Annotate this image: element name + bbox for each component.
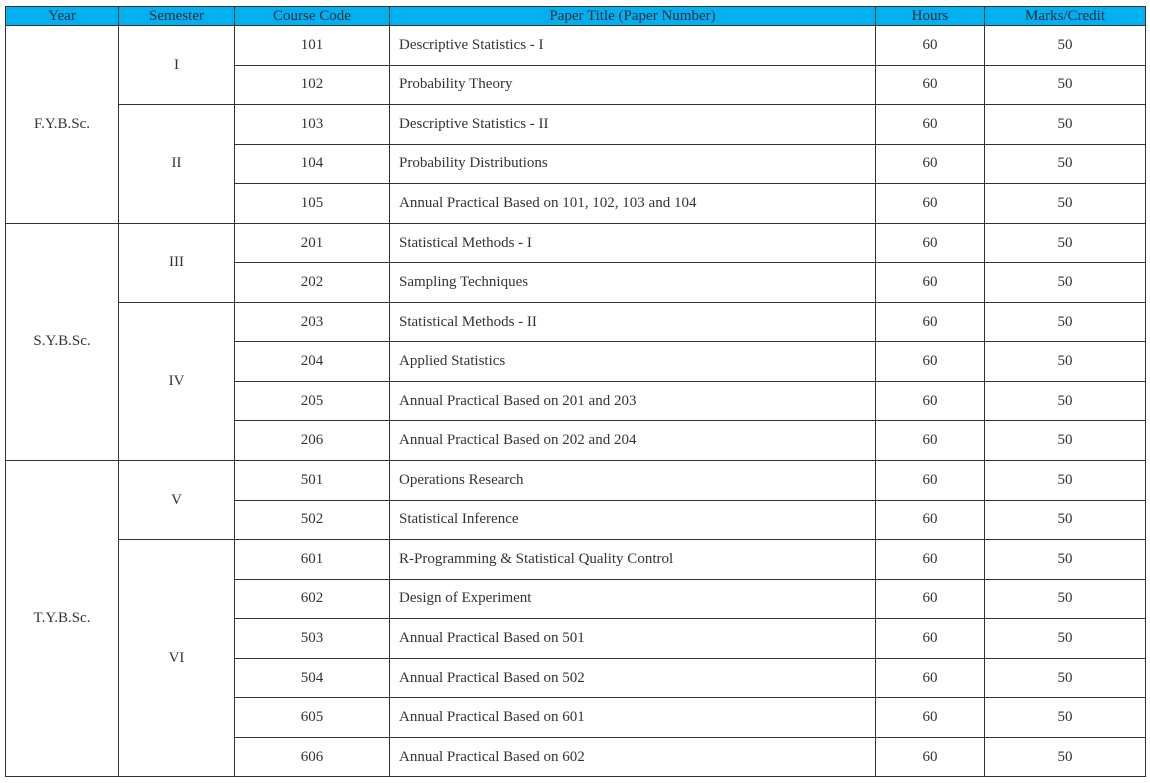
paper-title-cell: Probability Distributions [390, 144, 876, 184]
column-header-semester: Semester [119, 7, 235, 26]
hours-cell: 60 [876, 184, 985, 224]
marks-credit-cell: 50 [985, 619, 1146, 659]
course-code-cell: 204 [235, 342, 390, 382]
hours-cell: 60 [876, 302, 985, 342]
course-code-cell: 105 [235, 184, 390, 224]
semester-cell: II [119, 105, 235, 224]
hours-cell: 60 [876, 26, 985, 66]
paper-title-cell: Annual Practical Based on 201 and 203 [390, 381, 876, 421]
paper-title-cell: Applied Statistics [390, 342, 876, 382]
paper-title-cell: Statistical Methods - II [390, 302, 876, 342]
marks-credit-cell: 50 [985, 658, 1146, 698]
table-row [6, 302, 1146, 342]
hours-cell: 60 [876, 579, 985, 619]
hours-cell: 60 [876, 105, 985, 145]
table-row [6, 26, 1146, 66]
marks-credit-cell: 50 [985, 144, 1146, 184]
table-row [6, 105, 1146, 145]
course-code-cell: 606 [235, 737, 390, 777]
course-code-cell: 502 [235, 500, 390, 540]
column-header-year: Year [6, 7, 119, 26]
marks-credit-cell: 50 [985, 461, 1146, 501]
course-code-cell: 205 [235, 381, 390, 421]
semester-cell: I [119, 26, 235, 105]
paper-title-cell: Probability Theory [390, 65, 876, 105]
hours-cell: 60 [876, 223, 985, 263]
table-row [6, 461, 1146, 501]
paper-title-cell: Design of Experiment [390, 579, 876, 619]
table-body [6, 26, 1146, 777]
table-row [6, 223, 1146, 263]
paper-title-cell: Descriptive Statistics - II [390, 105, 876, 145]
hours-cell: 60 [876, 737, 985, 777]
hours-cell: 60 [876, 658, 985, 698]
paper-title-cell: Operations Research [390, 461, 876, 501]
semester-cell: IV [119, 302, 235, 460]
course-code-cell: 101 [235, 26, 390, 66]
hours-cell: 60 [876, 381, 985, 421]
paper-title-cell: Annual Practical Based on 202 and 204 [390, 421, 876, 461]
marks-credit-cell: 50 [985, 421, 1146, 461]
table-row [6, 540, 1146, 580]
paper-title-cell: Annual Practical Based on 602 [390, 737, 876, 777]
hours-cell: 60 [876, 65, 985, 105]
paper-title-cell: Annual Practical Based on 101, 102, 103 and 104 [390, 184, 876, 224]
hours-cell: 60 [876, 619, 985, 659]
course-code-cell: 201 [235, 223, 390, 263]
marks-credit-cell: 50 [985, 184, 1146, 224]
marks-credit-cell: 50 [985, 263, 1146, 303]
semester-cell: III [119, 223, 235, 302]
semester-cell: V [119, 461, 235, 540]
paper-title-cell: Statistical Inference [390, 500, 876, 540]
marks-credit-cell: 50 [985, 26, 1146, 66]
hours-cell: 60 [876, 500, 985, 540]
marks-credit-cell: 50 [985, 737, 1146, 777]
column-header-hours: Hours [876, 7, 985, 26]
paper-title-cell: Descriptive Statistics - I [390, 26, 876, 66]
marks-credit-cell: 50 [985, 540, 1146, 580]
course-code-cell: 104 [235, 144, 390, 184]
column-header-course-code: Course Code [235, 7, 390, 26]
marks-credit-cell: 50 [985, 698, 1146, 738]
paper-title-cell: Sampling Techniques [390, 263, 876, 303]
year-cell: S.Y.B.Sc. [6, 223, 119, 460]
marks-credit-cell: 50 [985, 500, 1146, 540]
course-code-cell: 102 [235, 65, 390, 105]
hours-cell: 60 [876, 144, 985, 184]
paper-title-cell: Statistical Methods - I [390, 223, 876, 263]
marks-credit-cell: 50 [985, 579, 1146, 619]
course-code-cell: 501 [235, 461, 390, 501]
marks-credit-cell: 50 [985, 302, 1146, 342]
marks-credit-cell: 50 [985, 381, 1146, 421]
marks-credit-cell: 50 [985, 105, 1146, 145]
course-code-cell: 206 [235, 421, 390, 461]
hours-cell: 60 [876, 461, 985, 501]
course-code-cell: 602 [235, 579, 390, 619]
column-header-marks-credit: Marks/Credit [985, 7, 1146, 26]
paper-title-cell: Annual Practical Based on 501 [390, 619, 876, 659]
course-code-cell: 203 [235, 302, 390, 342]
year-cell: F.Y.B.Sc. [6, 26, 119, 224]
semester-cell: VI [119, 540, 235, 777]
header-row [6, 7, 1146, 26]
course-code-cell: 103 [235, 105, 390, 145]
paper-title-cell: R-Programming & Statistical Quality Control [390, 540, 876, 580]
column-header-paper-title: Paper Title (Paper Number) [390, 7, 876, 26]
course-code-cell: 202 [235, 263, 390, 303]
marks-credit-cell: 50 [985, 342, 1146, 382]
marks-credit-cell: 50 [985, 65, 1146, 105]
course-table [5, 6, 1146, 777]
hours-cell: 60 [876, 342, 985, 382]
marks-credit-cell: 50 [985, 223, 1146, 263]
year-cell: T.Y.B.Sc. [6, 461, 119, 777]
course-code-cell: 504 [235, 658, 390, 698]
course-code-cell: 605 [235, 698, 390, 738]
table-header [6, 7, 1146, 26]
hours-cell: 60 [876, 698, 985, 738]
hours-cell: 60 [876, 421, 985, 461]
hours-cell: 60 [876, 263, 985, 303]
hours-cell: 60 [876, 540, 985, 580]
course-code-cell: 601 [235, 540, 390, 580]
paper-title-cell: Annual Practical Based on 502 [390, 658, 876, 698]
course-code-cell: 503 [235, 619, 390, 659]
paper-title-cell: Annual Practical Based on 601 [390, 698, 876, 738]
